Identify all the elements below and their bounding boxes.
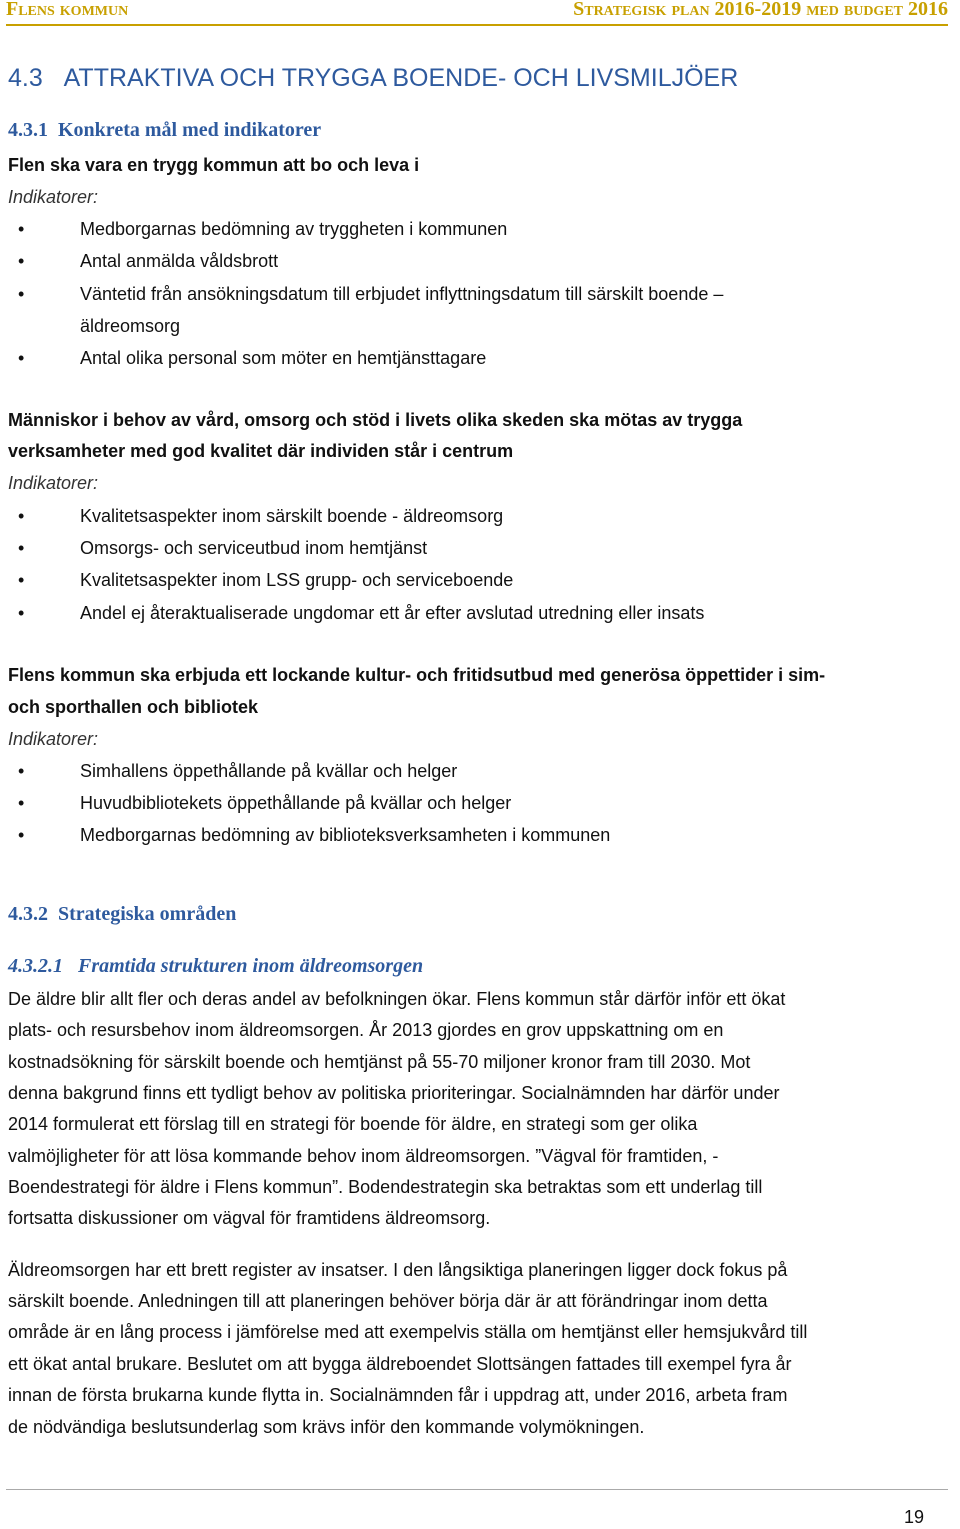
subsubsection-number: 4.3.2.1 (8, 955, 63, 977)
subsubsection-heading (8, 955, 423, 978)
list-item: •Medborgarnas bedömning av biblioteksverksamheten i kommunen (18, 825, 610, 846)
indicator-label: Indikatorer: (8, 187, 99, 207)
footer-divider (6, 1489, 948, 1490)
subsection-title: Konkreta mål med indikatorer (58, 119, 322, 141)
header-document-title: Strategisk plan 2016-2019 med budget 2016 (573, 0, 948, 20)
list-item: •Väntetid från ansökningsdatum till erbjudet inflyttningsdatum till särskilt boende – (18, 284, 723, 305)
paragraph-line: ett ökat antal brukare. Beslutet om att bygga äldreboendet Slottsängen fattades till exempel fyra år (8, 1354, 792, 1374)
header-organization: Flens kommun (6, 0, 129, 20)
paragraph-line: fortsatta diskussioner om vägval för framtidens äldreomsorg. (8, 1208, 491, 1228)
list-item: •Antal olika personal som möter en hemtjänsttagare (18, 348, 486, 369)
indicator-label: Indikatorer: (8, 729, 99, 749)
paragraph-line: kostnadsökning för särskilt boende och hemtjänst på 55-70 miljoner kronor fram till 2030. Mot (8, 1052, 751, 1072)
paragraph-line: Äldreomsorgen har ett brett register av insatser. I den långsiktiga planeringen ligger dock fokus på (8, 1260, 788, 1280)
paragraph-line: område är en lång process i jämförelse med att exempelvis ställa om hemtjänst eller hemsjukvård till (8, 1322, 808, 1342)
goal-title: Människor i behov av vård, omsorg och stöd i livets olika skeden ska mötas av trygga (8, 410, 743, 430)
list-item: •Antal anmälda våldsbrott (18, 251, 278, 272)
paragraph-line: plats- och resursbehov inom äldreomsorgen. År 2013 gjordes en grov uppskattning om en (8, 1020, 724, 1040)
bullet-icon (18, 603, 80, 624)
paragraph-line: de nödvändiga beslutsunderlag som krävs inför den kommande volymökningen. (8, 1417, 645, 1437)
subsection-number: 4.3.1 (8, 119, 48, 141)
indicator-label: Indikatorer: (8, 473, 99, 493)
goal-title: Flens kommun ska erbjuda ett lockande kultur- och fritidsutbud med generösa öppettider i sim- (8, 665, 826, 685)
list-item: •Kvalitetsaspekter inom särskilt boende - äldreomsorg (18, 506, 503, 527)
paragraph-line: särskilt boende. Anledningen till att planeringen behöver börja där är att förändringar inom detta (8, 1291, 768, 1311)
subsection-number: 4.3.2 (8, 903, 48, 925)
list-item: •Andel ej återaktualiserade ungdomar ett år efter avslutad utredning eller insats (18, 603, 704, 624)
list-item: •Omsorgs- och serviceutbud inom hemtjänst (18, 538, 427, 559)
paragraph-line: 2014 formulerat ett förslag till en strategi för boende för äldre, en strategi som ger olika (8, 1114, 698, 1134)
section-heading (8, 64, 738, 93)
list-item: •Simhallens öppethållande på kvällar och helger (18, 761, 457, 782)
bullet-icon (18, 251, 80, 272)
subsubsection-title: Framtida strukturen inom äldreomsorgen (78, 955, 424, 977)
bullet-icon (18, 219, 80, 240)
list-item-continuation: äldreomsorg (80, 316, 181, 336)
paragraph-line: De äldre blir allt fler och deras andel av befolkningen ökar. Flens kommun står därför inför ett ökat (8, 989, 786, 1009)
subsection-heading (8, 119, 321, 142)
section-number: 4.3 (8, 64, 43, 92)
bullet-icon (18, 538, 80, 559)
goal-title: och sporthallen och bibliotek (8, 697, 259, 717)
list-item: •Medborgarnas bedömning av tryggheten i kommunen (18, 219, 507, 240)
bullet-icon (18, 825, 80, 846)
paragraph-line: denna bakgrund finns ett tydligt behov av politiska prioriteringar. Socialnämnden har därför under (8, 1083, 780, 1103)
goal-title: verksamheter med god kvalitet där individen står i centrum (8, 441, 514, 461)
goal-title: Flen ska vara en trygg kommun att bo och leva i (8, 155, 420, 175)
bullet-icon (18, 570, 80, 591)
list-item: •Kvalitetsaspekter inom LSS grupp- och serviceboende (18, 570, 513, 591)
bullet-icon (18, 284, 80, 305)
list-item: •Huvudbibliotekets öppethållande på kvällar och helger (18, 793, 511, 814)
page-header (6, 0, 948, 26)
bullet-icon (18, 506, 80, 527)
section-title: ATTRAKTIVA OCH TRYGGA BOENDE- OCH LIVSMILJÖER (63, 64, 739, 92)
page-number: 19 (903, 1507, 924, 1527)
paragraph-line: innan de första brukarna kunde flytta in. Socialnämnden får i uppdrag att, under 2016, arbeta fram (8, 1385, 788, 1405)
bullet-icon (18, 348, 80, 369)
bullet-icon (18, 793, 80, 814)
bullet-icon (18, 761, 80, 782)
paragraph-line: valmöjligheter för att lösa kommande behov inom äldreomsorgen. ”Vägval för framtiden, - (8, 1146, 719, 1166)
subsection-title: Strategiska områden (58, 903, 237, 925)
paragraph-line: Boendestrategi för äldre i Flens kommun”. Bodendestrategin ska betraktas som ett underlag till (8, 1177, 763, 1197)
subsection-heading (8, 903, 236, 926)
